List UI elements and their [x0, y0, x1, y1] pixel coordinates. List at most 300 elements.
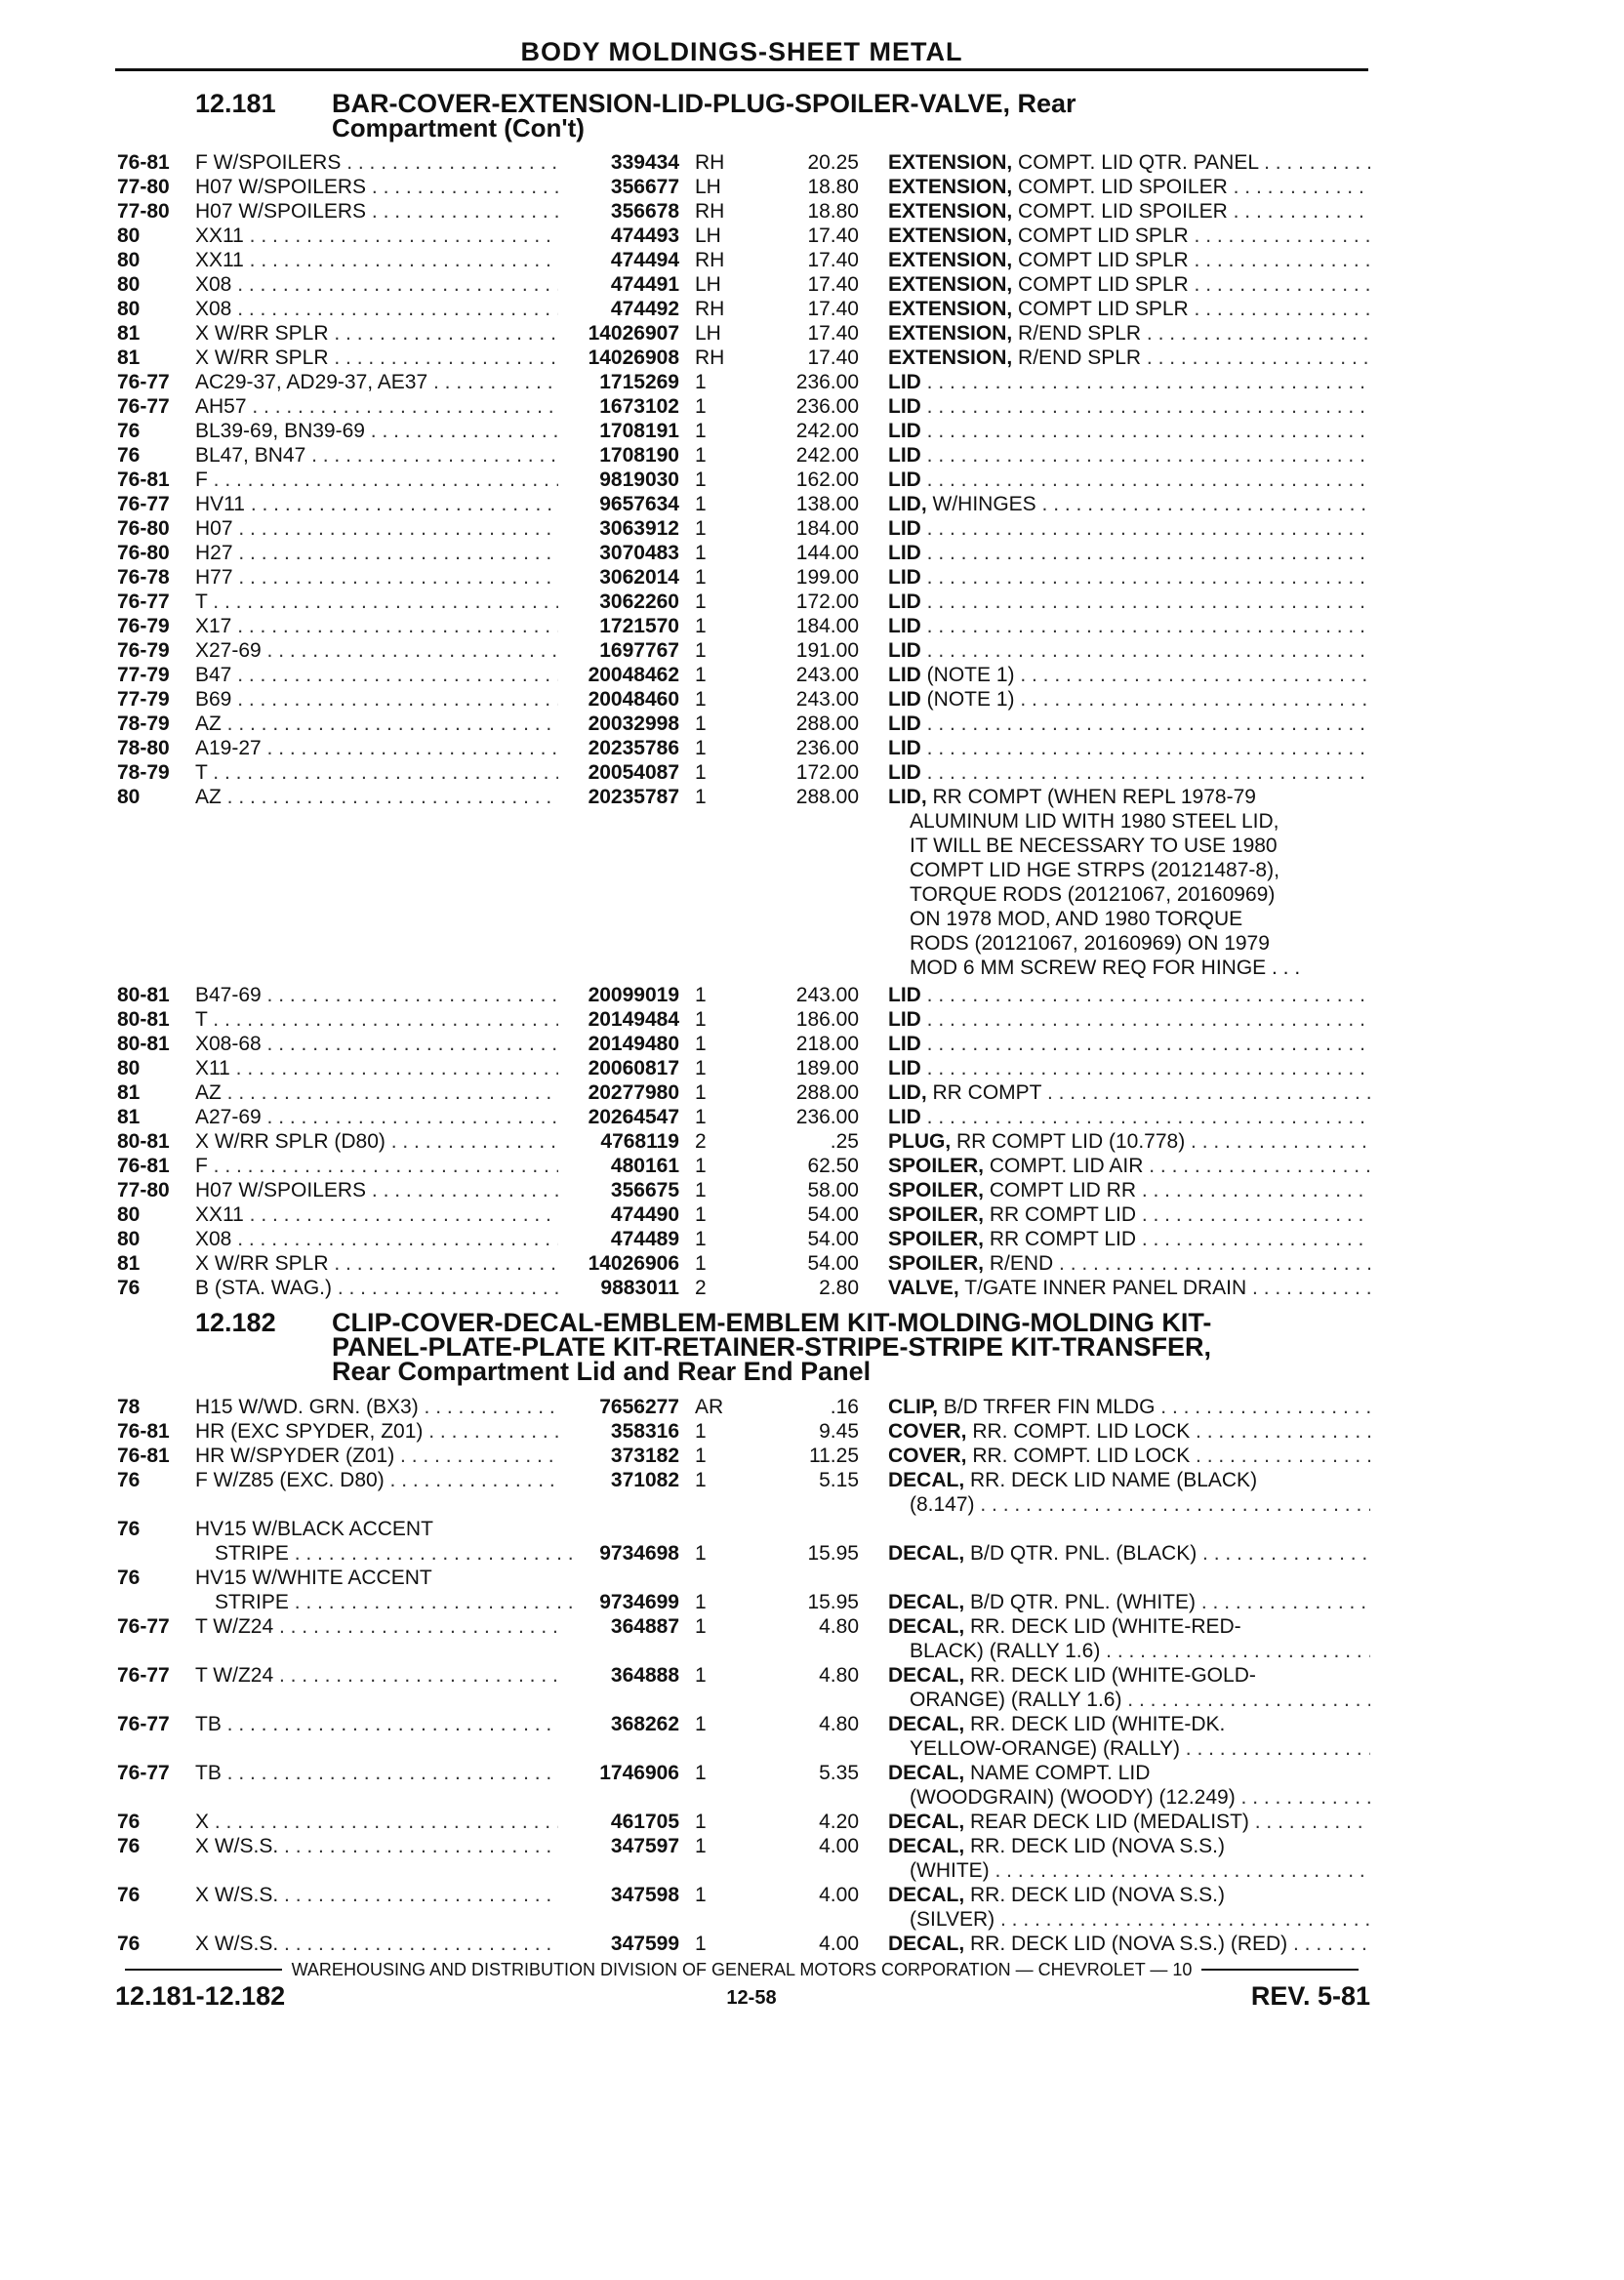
part-number: 347599	[610, 1933, 679, 1955]
model-year: 76	[117, 444, 141, 467]
part-number: 20060817	[588, 1057, 679, 1079]
description	[888, 639, 1370, 663]
model-year: 76-79	[117, 639, 170, 662]
description: DECAL, RR. DECK LID (NOVA S.S.)	[888, 1884, 1225, 1906]
header-rule	[115, 68, 1368, 71]
price: 15.95	[807, 1542, 859, 1565]
quantity: 1	[695, 1008, 707, 1031]
price: 4.80	[819, 1664, 859, 1687]
model-cell: X27-69 . . .	[195, 639, 558, 663]
model-cell: F . . .	[195, 1155, 558, 1178]
description: LID, RR COMPT . . .	[888, 1081, 1370, 1105]
description-keyword: EXTENSION,	[888, 224, 1013, 247]
price: 172.00	[795, 761, 859, 784]
description-keyword: LID	[888, 468, 921, 491]
footer-division: WAREHOUSING AND DISTRIBUTION DIVISION OF GENERAL MOTORS CORPORATION — CHEVROLET — 10	[291, 1959, 1193, 1979]
quantity: 1	[695, 1420, 707, 1443]
model-year: 80-81	[117, 984, 170, 1006]
part-number: 14026906	[588, 1252, 679, 1275]
description: COVER, RR. COMPT. LID LOCK . . .	[888, 1445, 1370, 1468]
description-keyword: LID	[888, 395, 921, 418]
model-cell: X08-68 . . .	[195, 1033, 558, 1056]
description-continuation: ALUMINUM LID WITH 1980 STEEL LID,	[910, 810, 1279, 833]
footer-revision: REV. 5-81	[1250, 1981, 1370, 2011]
part-number: 474494	[610, 249, 679, 271]
quantity: 2	[695, 1277, 707, 1299]
price: 243.00	[795, 688, 859, 711]
model-cell: H07 W/SPOILERS . . .	[195, 1179, 558, 1202]
description: LID (NOTE 1) . . .	[888, 688, 1370, 712]
part-number: 20264547	[588, 1106, 679, 1128]
price: 11.25	[809, 1445, 859, 1467]
model-cell: A27-69 . . .	[195, 1106, 558, 1129]
model-cell: B69 . . .	[195, 688, 558, 712]
quantity: 1	[695, 1179, 707, 1201]
part-number: 3062014	[599, 566, 679, 589]
model-cell: AZ . . .	[195, 1081, 558, 1105]
part-number: 364887	[610, 1615, 679, 1638]
model-year: 76	[117, 1469, 141, 1491]
description	[888, 1033, 1370, 1056]
model-year: 81	[117, 346, 141, 369]
model-year: 80-81	[117, 1130, 170, 1153]
price: 15.95	[807, 1591, 859, 1613]
description: EXTENSION, COMPT. LID QTR. PANEL . . .	[888, 151, 1370, 175]
quantity: 1	[695, 1445, 707, 1467]
description	[888, 712, 1370, 736]
model-cell: H07 . . .	[195, 517, 558, 541]
description-keyword: DECAL,	[888, 1933, 965, 1955]
section-title: CLIP-COVER-DECAL-EMBLEM-EMBLEM KIT-MOLDING-MOLDING KIT-	[332, 1308, 1212, 1337]
model-year: 76	[117, 1933, 141, 1955]
price: 54.00	[807, 1228, 859, 1250]
description-keyword: LID	[888, 1057, 921, 1079]
description-keyword: SPOILER,	[888, 1228, 985, 1250]
description-keyword: LID	[888, 590, 921, 613]
model-year: 81	[117, 1252, 141, 1275]
model-year: 78-80	[117, 737, 170, 759]
price: 58.00	[807, 1179, 859, 1201]
model-cell: F W/Z85 (EXC. D80) . . .	[195, 1469, 558, 1492]
model-cell: T . . .	[195, 1008, 558, 1032]
price: 236.00	[795, 395, 859, 418]
quantity: 1	[695, 493, 707, 515]
part-number: 20032998	[588, 712, 679, 735]
quantity: 1	[695, 1155, 707, 1177]
footer-division-line	[115, 1958, 1368, 1981]
part-number: 373182	[610, 1445, 679, 1467]
model-year: 80	[117, 1057, 141, 1079]
model-cell: X W/RR SPLR . . .	[195, 322, 558, 346]
description	[888, 517, 1370, 541]
model-year: 76-77	[117, 1615, 170, 1638]
model-cell: AZ . . .	[195, 786, 558, 809]
description: CLIP, B/D TRFER FIN MLDG . . .	[888, 1396, 1370, 1419]
part-number: 4768119	[600, 1130, 679, 1153]
part-number: 474491	[610, 273, 679, 296]
price: 54.00	[807, 1203, 859, 1226]
price: 17.40	[807, 346, 859, 369]
description-keyword: DECAL,	[888, 1762, 965, 1784]
part-number: 9734699	[599, 1591, 679, 1613]
description-keyword: EXTENSION,	[888, 151, 1013, 174]
quantity: 1	[695, 1835, 707, 1857]
model-year: 76-79	[117, 615, 170, 637]
description-keyword: LID	[888, 639, 921, 662]
model-year: 76-77	[117, 1762, 170, 1784]
model-cell: B47 . . .	[195, 664, 558, 687]
price: 218.00	[795, 1033, 859, 1055]
part-number: 347597	[610, 1835, 679, 1857]
description-continuation: COMPT LID HGE STRPS (20121487-8),	[910, 859, 1279, 881]
model-year: 76	[117, 1835, 141, 1857]
description: DECAL, REAR DECK LID (MEDALIST) . . .	[888, 1811, 1370, 1834]
model-cell: H07 W/SPOILERS . . .	[195, 200, 558, 224]
description: VALVE, T/GATE INNER PANEL DRAIN . . .	[888, 1277, 1370, 1300]
model-cell: X11 . . .	[195, 1057, 558, 1080]
model-year: 76-77	[117, 371, 170, 393]
part-number: 1697767	[599, 639, 679, 662]
part-number: 474490	[610, 1203, 679, 1226]
model-year: 81	[117, 1106, 141, 1128]
description: LID, W/HINGES . . .	[888, 493, 1370, 516]
part-number: 7656277	[599, 1396, 679, 1418]
description-keyword: LID	[888, 1106, 921, 1128]
model-cell: X W/S.S. . . .	[195, 1884, 558, 1907]
model-year: 80	[117, 224, 141, 247]
description	[888, 566, 1370, 590]
description-keyword: LID	[888, 420, 921, 442]
description: EXTENSION, COMPT LID SPLR . . .	[888, 298, 1370, 321]
quantity: 1	[695, 761, 707, 784]
model-cell: F . . .	[195, 468, 558, 492]
price: 4.00	[819, 1835, 859, 1857]
model-year: 77-80	[117, 200, 170, 223]
price: 242.00	[795, 444, 859, 467]
description-keyword: LID	[888, 1033, 921, 1055]
description	[888, 468, 1370, 492]
model-cell: X W/S.S. . . .	[195, 1835, 558, 1858]
description-continuation: IT WILL BE NECESSARY TO USE 1980	[910, 835, 1278, 857]
description-keyword: LID	[888, 664, 921, 686]
quantity: RH	[695, 249, 725, 271]
description: EXTENSION, R/END SPLR . . .	[888, 322, 1370, 346]
part-number: 20048460	[588, 688, 679, 711]
model-cell: HR (EXC SPYDER, Z01) . . .	[195, 1420, 558, 1444]
description-continuation: MOD 6 MM SCREW REQ FOR HINGE . . .	[910, 957, 1301, 979]
price: 54.00	[807, 1252, 859, 1275]
price: 236.00	[795, 371, 859, 393]
quantity: LH	[695, 322, 721, 345]
quantity: 1	[695, 566, 707, 589]
description-continuation: BLACK) (RALLY 1.6) . . .	[910, 1640, 1370, 1663]
part-number: 358316	[610, 1420, 679, 1443]
description: EXTENSION, COMPT LID SPLR . . .	[888, 249, 1370, 272]
model-year: 78-79	[117, 712, 170, 735]
page-header: BODY MOLDINGS-SHEET METAL	[520, 37, 963, 66]
description-keyword: DECAL,	[888, 1542, 965, 1565]
model-cell: X W/RR SPLR . . .	[195, 1252, 558, 1276]
model-cell: X08 . . .	[195, 1228, 558, 1251]
model-year: 76-77	[117, 395, 170, 418]
price: 5.35	[819, 1762, 859, 1784]
description: EXTENSION, COMPT. LID SPOILER . . .	[888, 200, 1370, 224]
part-number: 1673102	[599, 395, 679, 418]
model-year: 77-79	[117, 664, 170, 686]
quantity: 1	[695, 712, 707, 735]
price: 189.00	[795, 1057, 859, 1079]
description: PLUG, RR COMPT LID (10.778) . . .	[888, 1130, 1370, 1154]
description: EXTENSION, COMPT. LID SPOILER . . .	[888, 176, 1370, 199]
quantity: 1	[695, 1542, 707, 1565]
model-cell: HV15 W/WHITE ACCENT	[195, 1567, 432, 1589]
quantity: 1	[695, 1884, 707, 1906]
description: DECAL, RR. DECK LID (WHITE-DK.	[888, 1713, 1226, 1735]
part-number: 9657634	[599, 493, 679, 515]
description-keyword: LID	[888, 737, 921, 759]
model-cell: H77 . . .	[195, 566, 558, 590]
section-number: 12.181	[195, 89, 276, 118]
model-year: 81	[117, 1081, 141, 1104]
price: 288.00	[795, 712, 859, 735]
description-keyword: LID	[888, 566, 921, 589]
price: 288.00	[795, 1081, 859, 1104]
price: 288.00	[795, 786, 859, 808]
price: 17.40	[807, 322, 859, 345]
quantity: 1	[695, 615, 707, 637]
price: 17.40	[807, 273, 859, 296]
description-continuation: (8.147) . . .	[910, 1493, 1370, 1517]
part-number: 339434	[610, 151, 679, 174]
description-keyword: DECAL,	[888, 1811, 965, 1833]
quantity: 1	[695, 984, 707, 1006]
part-number: 1715269	[599, 371, 679, 393]
description-keyword: LID,	[888, 786, 927, 808]
description-continuation: ON 1978 MOD, AND 1980 TORQUE	[910, 908, 1243, 930]
part-number: 9734698	[599, 1542, 679, 1565]
description	[888, 371, 1370, 394]
price: 242.00	[795, 420, 859, 442]
quantity: RH	[695, 151, 725, 174]
description: EXTENSION, R/END SPLR . . .	[888, 346, 1370, 370]
quantity: 1	[695, 1591, 707, 1613]
model-year: 76-77	[117, 1664, 170, 1687]
description-keyword: DECAL,	[888, 1615, 965, 1638]
model-year: 80-81	[117, 1008, 170, 1031]
part-number: 356675	[610, 1179, 679, 1201]
price: 236.00	[795, 737, 859, 759]
description-keyword: EXTENSION,	[888, 273, 1013, 296]
description-keyword: LID	[888, 444, 921, 467]
description-keyword: DECAL,	[888, 1664, 965, 1687]
model-year: 77-80	[117, 176, 170, 198]
description-keyword: DECAL,	[888, 1713, 965, 1735]
price: 20.25	[807, 151, 859, 174]
description-keyword: EXTENSION,	[888, 176, 1013, 198]
description: EXTENSION, COMPT LID SPLR . . .	[888, 224, 1370, 248]
model-cell: XX11 . . .	[195, 224, 558, 248]
part-number: 9883011	[600, 1277, 679, 1299]
model-cell: H15 W/WD. GRN. (BX3) . . .	[195, 1396, 558, 1419]
part-number: 20149480	[588, 1033, 679, 1055]
quantity: 1	[695, 1615, 707, 1638]
part-number: 3062260	[599, 590, 679, 613]
model-year: 80-81	[117, 1033, 170, 1055]
model-year: 76-81	[117, 1155, 170, 1177]
quantity: 1	[695, 1713, 707, 1735]
part-number: 1708191	[599, 420, 679, 442]
description	[888, 1057, 1370, 1080]
description	[888, 590, 1370, 614]
quantity: 1	[695, 1106, 707, 1128]
model-year: 76	[117, 1277, 141, 1299]
model-cell: TB . . .	[195, 1762, 558, 1785]
model-cell: BL39-69, BN39-69 . . .	[195, 420, 558, 443]
description: DECAL, RR. DECK LID (NOVA S.S.) (RED) . . .	[888, 1933, 1370, 1956]
description	[888, 395, 1370, 419]
quantity: 1	[695, 420, 707, 442]
quantity: 1	[695, 639, 707, 662]
part-number: 3063912	[599, 517, 679, 540]
model-cell: T W/Z24 . . .	[195, 1615, 558, 1639]
price: 236.00	[795, 1106, 859, 1128]
model-cell: T . . .	[195, 590, 558, 614]
description-keyword: LID	[888, 984, 921, 1006]
price: .25	[830, 1130, 859, 1153]
model-year: 77-80	[117, 1179, 170, 1201]
description-keyword: PLUG,	[888, 1130, 952, 1153]
model-year: 80	[117, 273, 141, 296]
section-number: 12.182	[195, 1308, 276, 1337]
model-cell: XX11 . . .	[195, 249, 558, 272]
part-number: 371082	[610, 1469, 679, 1491]
model-year: 76	[117, 1811, 141, 1833]
model-cell: B (STA. WAG.) . . .	[195, 1277, 558, 1300]
description-keyword: EXTENSION,	[888, 249, 1013, 271]
model-year: 78	[117, 1396, 141, 1418]
description: SPOILER, COMPT LID RR . . .	[888, 1179, 1370, 1202]
part-number: 20277980	[588, 1081, 679, 1104]
model-cell: T . . .	[195, 761, 558, 785]
quantity: 1	[695, 1933, 707, 1955]
model-year: 76-77	[117, 493, 170, 515]
description-keyword: LID	[888, 517, 921, 540]
description-continuation: YELLOW-ORANGE) (RALLY) . . .	[910, 1737, 1370, 1761]
model-cell: AZ . . .	[195, 712, 558, 736]
description-keyword: SPOILER,	[888, 1252, 985, 1275]
model-year: 80	[117, 1203, 141, 1226]
model-year: 76	[117, 1518, 141, 1540]
quantity: 1	[695, 444, 707, 467]
description-keyword: SPOILER,	[888, 1179, 985, 1201]
quantity: 1	[695, 1252, 707, 1275]
section-title-cont: Rear Compartment Lid and Rear End Panel	[332, 1357, 872, 1386]
description	[888, 1106, 1370, 1129]
description: DECAL, RR. DECK LID (WHITE-RED-	[888, 1615, 1241, 1638]
quantity: 1	[695, 1057, 707, 1079]
description-continuation: TORQUE RODS (20121067, 20160969)	[910, 883, 1276, 906]
quantity: AR	[695, 1396, 724, 1418]
model-cell: B47-69 . . .	[195, 984, 558, 1007]
price: 5.15	[819, 1469, 859, 1491]
description: SPOILER, R/END . . .	[888, 1252, 1370, 1276]
description-keyword: SPOILER,	[888, 1203, 985, 1226]
part-number: 9819030	[599, 468, 679, 491]
description-keyword: LID	[888, 712, 921, 735]
model-cell: AH57 . . .	[195, 395, 558, 419]
quantity: 2	[695, 1130, 707, 1153]
quantity: 1	[695, 1664, 707, 1687]
description-keyword: COVER,	[888, 1420, 967, 1443]
model-cell: H27 . . .	[195, 542, 558, 565]
quantity: 1	[695, 1762, 707, 1784]
description-keyword: LID	[888, 542, 921, 564]
quantity: 1	[695, 517, 707, 540]
description-keyword: VALVE,	[888, 1277, 959, 1299]
description: COVER, RR. COMPT. LID LOCK . . .	[888, 1420, 1370, 1444]
part-number: 474489	[610, 1228, 679, 1250]
description: EXTENSION, COMPT LID SPLR . . .	[888, 273, 1370, 297]
description: LID (NOTE 1) . . .	[888, 664, 1370, 687]
model-year: 81	[117, 322, 141, 345]
description	[888, 542, 1370, 565]
model-year: 76-81	[117, 1445, 170, 1467]
description-keyword: LID	[888, 1008, 921, 1031]
quantity: RH	[695, 298, 725, 320]
description-keyword: EXTENSION,	[888, 346, 1013, 369]
model-cell: H07 W/SPOILERS . . .	[195, 176, 558, 199]
description-keyword: EXTENSION,	[888, 298, 1013, 320]
model-cell: TB . . .	[195, 1713, 558, 1736]
part-number: 474493	[610, 224, 679, 247]
description-keyword: LID	[888, 615, 921, 637]
quantity: 1	[695, 786, 707, 808]
description-keyword: LID,	[888, 493, 927, 515]
price: 162.00	[795, 468, 859, 491]
quantity: 1	[695, 1203, 707, 1226]
part-number: 368262	[610, 1713, 679, 1735]
price: 184.00	[795, 517, 859, 540]
description-continuation: (WOODGRAIN) (WOODY) (12.249) . . .	[910, 1786, 1370, 1810]
description: SPOILER, RR COMPT LID . . .	[888, 1203, 1370, 1227]
part-number: 20235787	[588, 786, 679, 808]
description: LID, RR COMPT (WHEN REPL 1978-79	[888, 786, 1256, 808]
price: 191.00	[795, 639, 859, 662]
price: 9.45	[819, 1420, 859, 1443]
model-cell: X17 . . .	[195, 615, 558, 638]
model-year: 80	[117, 298, 141, 320]
price: 4.20	[819, 1811, 859, 1833]
price: 144.00	[795, 542, 859, 564]
part-number: 14026908	[588, 346, 679, 369]
description	[888, 737, 1370, 760]
model-cell: X08 . . .	[195, 298, 558, 321]
part-number: 356677	[610, 176, 679, 198]
part-number: 14026907	[588, 322, 679, 345]
part-number: 364888	[610, 1664, 679, 1687]
price: .16	[830, 1396, 859, 1418]
description-keyword: DECAL,	[888, 1835, 965, 1857]
description: SPOILER, RR COMPT LID . . .	[888, 1228, 1370, 1251]
price: 172.00	[795, 590, 859, 613]
description	[888, 984, 1370, 1007]
description: DECAL, B/D QTR. PNL. (WHITE) . . .	[888, 1591, 1370, 1614]
price: 184.00	[795, 615, 859, 637]
section-title-cont: Compartment (Con't)	[332, 113, 585, 142]
quantity: LH	[695, 176, 721, 198]
model-cell: A19-27 . . .	[195, 737, 558, 760]
description	[888, 420, 1370, 443]
